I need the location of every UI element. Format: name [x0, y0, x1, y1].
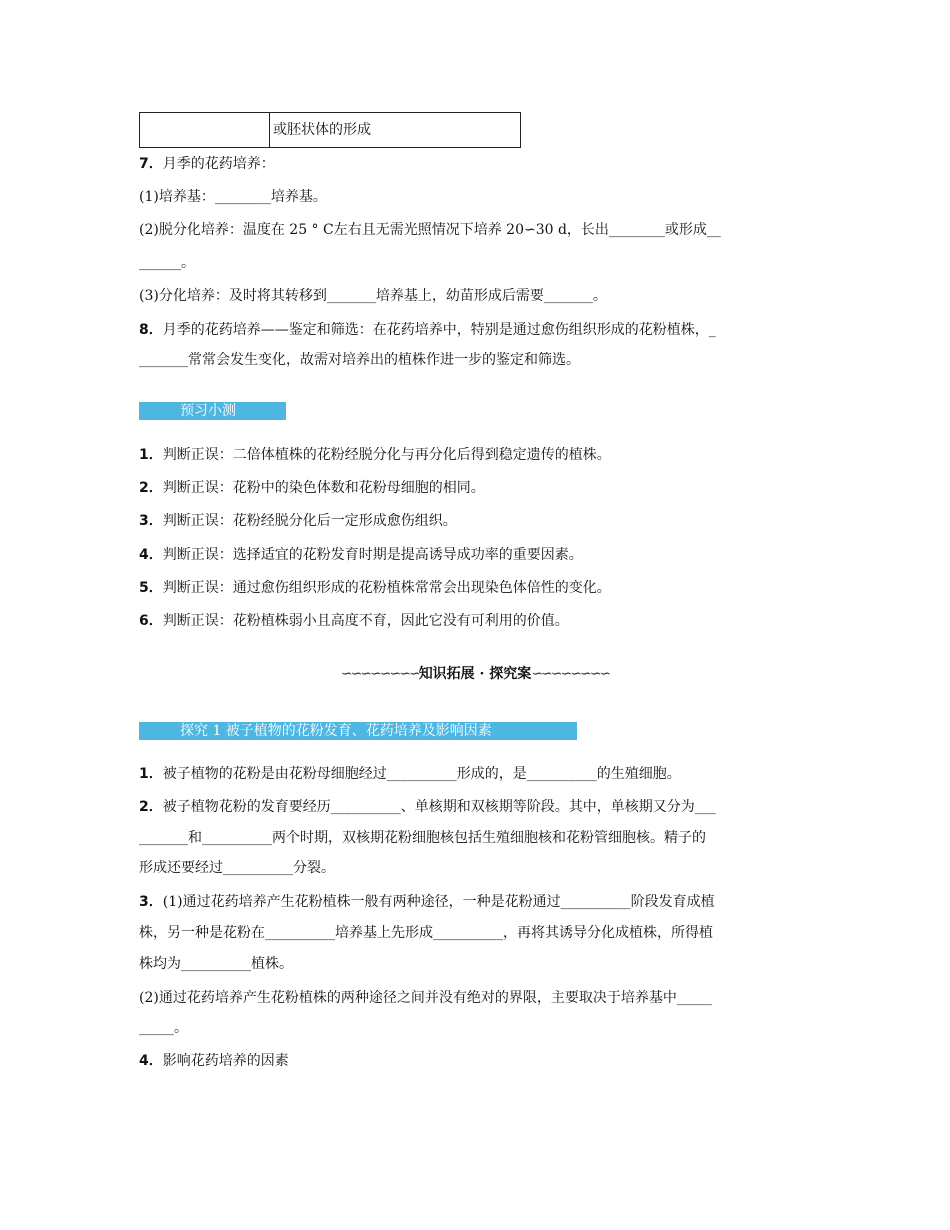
explore-line-3c: 株均为__________植株。 — [139, 956, 293, 972]
q7-line-3: ______。 — [139, 255, 195, 271]
explore-line-2b: _______和__________两个时期，双核期花粉细胞核包括生殖细胞核和花粉管细胞核。精子的 — [139, 830, 706, 846]
preview-item: 4．判断正误：选择适宜的花粉发育时期是提高诱导成功率的重要因素。 — [139, 547, 583, 563]
wave-decoration-left: ∽∽∽∽∽∽∽∽ — [340, 666, 419, 682]
q7-line-1: (1)培养基：________培养基。 — [139, 189, 327, 205]
explore-line-2a: 2．被子植物花粉的发育要经历__________、单核期和双核期等阶段。其中，单核期又分为___ — [139, 799, 716, 815]
explore-line-3b: 株，另一种是花粉在__________培养基上先形成__________，再将其诱导分化成植株，所得植 — [139, 925, 713, 941]
explore-line-3e: _____。 — [139, 1020, 188, 1036]
table-cell-empty — [140, 113, 270, 147]
table-cell-text: 或胚状体的形成 — [273, 122, 371, 138]
q8-line-2: _______常常会发生变化，故需对培养出的植株作进一步的鉴定和筛选。 — [139, 352, 580, 368]
preview-item: 1．判断正误：二倍体植株的花粉经脱分化与再分化后得到稳定遗传的植株。 — [139, 447, 611, 463]
explore-line-4: 4．影响花药培养的因素 — [139, 1053, 289, 1069]
section-header-explore-1: 探究 1 被子植物的花粉发育、花药培养及影响因素 — [139, 722, 577, 740]
preview-item: 2．判断正误：花粉中的染色体数和花粉母细胞的相同。 — [139, 480, 485, 496]
banner-title: 知识拓展 · 探究案 — [418, 666, 532, 682]
table-fragment — [139, 112, 521, 148]
preview-item: 5．判断正误：通过愈伤组织形成的花粉植株常常会出现染色体倍性的变化。 — [139, 580, 611, 596]
explore-line-1: 1．被子植物的花粉是由花粉母细胞经过__________形成的，是__________的生殖细胞。 — [139, 766, 681, 782]
explore-line-2c: 形成还要经过__________分裂。 — [139, 860, 335, 876]
explore-line-3d: (2)通过花药培养产生花粉植株的两种途径之间并没有绝对的界限，主要取决于培养基中_____ — [139, 990, 712, 1006]
wave-decoration-right: ∽∽∽∽∽∽∽∽ — [531, 666, 610, 682]
q7-line-4: (3)分化培养：及时将其转移到_______培养基上，幼苗形成后需要_______。 — [139, 288, 607, 304]
q7-title: 7．月季的花药培养： — [139, 156, 275, 172]
preview-item: 3．判断正误：花粉经脱分化后一定形成愈伤组织。 — [139, 513, 457, 529]
explore-line-3a: 3．(1)通过花药培养产生花粉植株一般有两种途径，一种是花粉通过__________阶段发育成植 — [139, 894, 715, 910]
section-header-preview: 预习小测 — [139, 402, 286, 420]
q8-line-1: 8．月季的花药培养——鉴定和筛选：在花药培养中，特别是通过愈伤组织形成的花粉植株，_ — [139, 322, 716, 338]
section-banner — [0, 664, 950, 684]
preview-item: 6．判断正误：花粉植株弱小且高度不育，因此它没有可利用的价值。 — [139, 613, 569, 629]
q7-line-2: (2)脱分化培养：温度在 25 ° C左右且无需光照情况下培养 20∽30 d，长出________或形成__ — [139, 222, 721, 238]
